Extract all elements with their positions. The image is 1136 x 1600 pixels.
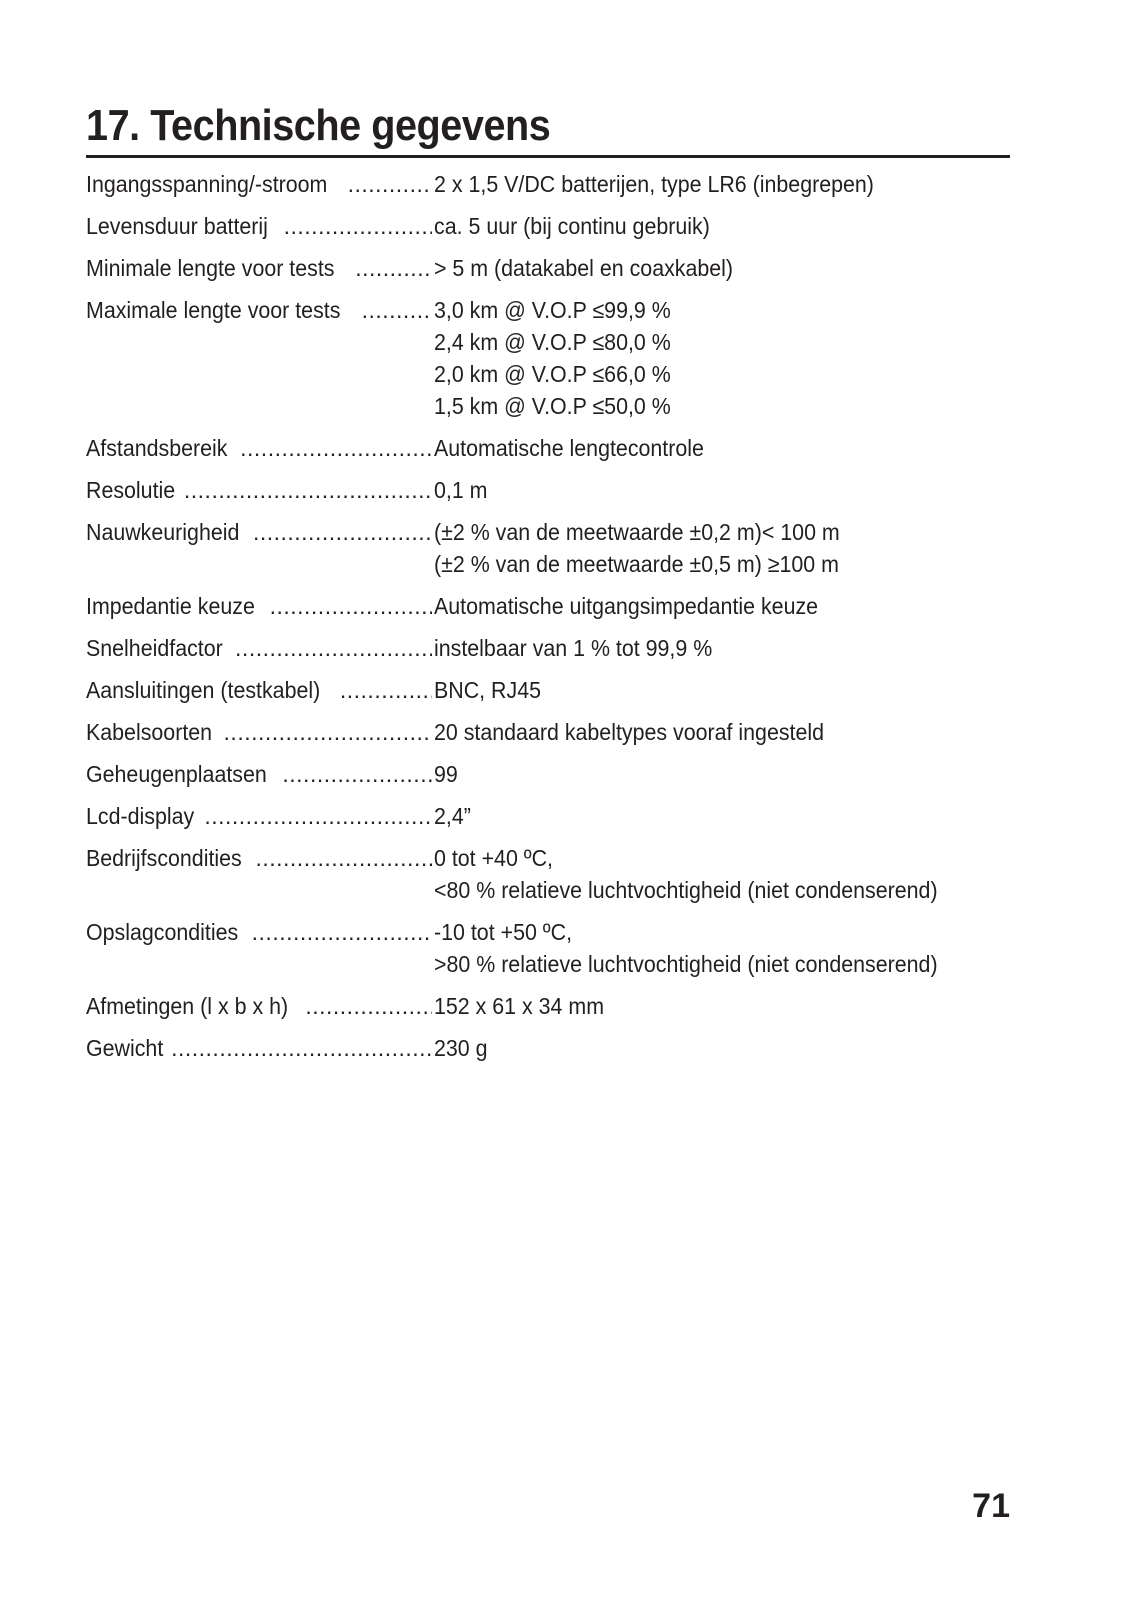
- dot-leader: [169, 1032, 432, 1064]
- spec-values: [432, 294, 1046, 422]
- spec-value: (±2 % van de meetwaarde ±0,5 m) ≥100 m: [434, 551, 839, 577]
- spec-row: [86, 168, 1046, 200]
- spec-value: instelbaar van 1 % tot 99,9 %: [434, 635, 713, 661]
- spec-label: Afstandsbereik: [86, 435, 228, 461]
- spec-label-cell: [86, 1032, 432, 1064]
- spec-label: Aansluitingen (testkabel): [86, 677, 321, 703]
- dot-leader: [303, 990, 432, 1022]
- spec-row: [86, 916, 1046, 980]
- spec-value: BNC, RJ45: [434, 677, 541, 703]
- dot-leader: [268, 590, 432, 622]
- spec-value: 2 x 1,5 V/DC batterijen, type LR6 (inbegrepen): [434, 171, 874, 197]
- spec-label: Nauwkeurigheid: [86, 519, 240, 545]
- spec-value: 20 standaard kabeltypes vooraf ingesteld: [434, 719, 825, 745]
- dot-leader: [238, 432, 432, 464]
- dot-leader: [346, 168, 432, 200]
- spec-label-cell: [86, 516, 432, 548]
- page-title: 17. Technische gegevens: [86, 101, 551, 150]
- spec-label-cell: [86, 632, 432, 664]
- spec-label: Gewicht: [86, 1035, 164, 1061]
- spec-values: [432, 758, 1046, 790]
- spec-values: [432, 474, 1046, 506]
- spec-label-cell: [86, 474, 432, 506]
- dot-leader: [282, 210, 432, 242]
- spec-label: Geheugenplaatsen: [86, 761, 267, 787]
- spec-row: [86, 474, 1046, 506]
- title-divider: [86, 155, 1010, 158]
- spec-label-cell: [86, 716, 432, 748]
- spec-label: Ingangsspanning/-stroom: [86, 171, 328, 197]
- spec-value: 1,5 km @ V.O.P ≤50,0 %: [434, 393, 671, 419]
- spec-values: [432, 800, 1046, 832]
- spec-label-cell: [86, 800, 432, 832]
- spec-row: [86, 1032, 1046, 1064]
- spec-value: 230 g: [434, 1035, 488, 1061]
- spec-label-cell: [86, 990, 432, 1022]
- spec-label: Bedrijfscondities: [86, 845, 242, 871]
- spec-label-cell: [86, 294, 432, 326]
- spec-value: (±2 % van de meetwaarde ±0,2 m)< 100 m: [434, 519, 840, 545]
- technical-specs-list: [86, 168, 1046, 1074]
- spec-values: [432, 590, 1046, 622]
- spec-values: [432, 168, 1046, 200]
- spec-value: ca. 5 uur (bij continu gebruik): [434, 213, 710, 239]
- spec-values: [432, 674, 1046, 706]
- spec-label-cell: [86, 758, 432, 790]
- spec-values: [432, 252, 1046, 284]
- spec-values: [432, 632, 1046, 664]
- spec-label-cell: [86, 590, 432, 622]
- spec-row: [86, 716, 1046, 748]
- dot-leader: [353, 252, 432, 284]
- spec-value: -10 tot +50 ºC,: [434, 919, 573, 945]
- spec-values: [432, 1032, 1046, 1064]
- spec-label: Resolutie: [86, 477, 176, 503]
- spec-values: [432, 210, 1046, 242]
- dot-leader: [233, 632, 432, 664]
- spec-value: 0,1 m: [434, 477, 488, 503]
- spec-label-cell: [86, 210, 432, 242]
- spec-value: Automatische uitgangsimpedantie keuze: [434, 593, 819, 619]
- spec-row: [86, 294, 1046, 422]
- spec-value: 99: [434, 761, 458, 787]
- spec-label-cell: [86, 432, 432, 464]
- spec-row: [86, 990, 1046, 1022]
- spec-values: [432, 432, 1046, 464]
- dot-leader: [360, 294, 432, 326]
- spec-row: [86, 632, 1046, 664]
- spec-label: Afmetingen (l x b x h): [86, 993, 289, 1019]
- spec-label: Levensduur batterij: [86, 213, 268, 239]
- spec-label: Lcd-display: [86, 803, 195, 829]
- spec-label: Maximale lengte voor tests: [86, 297, 341, 323]
- spec-label: Kabelsoorten: [86, 719, 213, 745]
- page-number: 71: [972, 1487, 1010, 1525]
- spec-label-cell: [86, 916, 432, 948]
- spec-values: [432, 990, 1046, 1022]
- spec-row: [86, 674, 1046, 706]
- dot-leader: [253, 842, 432, 874]
- spec-value: 152 x 61 x 34 mm: [434, 993, 605, 1019]
- dot-leader: [182, 474, 432, 506]
- spec-values: [432, 842, 1046, 906]
- spec-row: [86, 758, 1046, 790]
- spec-value: 2,4 km @ V.O.P ≤80,0 %: [434, 329, 671, 355]
- spec-values: [432, 516, 1046, 580]
- spec-value: 0 tot +40 ºC,: [434, 845, 553, 871]
- spec-label: Snelheidfactor: [86, 635, 223, 661]
- dot-leader: [202, 800, 432, 832]
- dot-leader: [280, 758, 432, 790]
- spec-values: [432, 916, 1046, 980]
- spec-value: 2,4”: [434, 803, 471, 829]
- spec-values: [432, 716, 1046, 748]
- spec-label-cell: [86, 252, 432, 284]
- dot-leader: [250, 916, 432, 948]
- spec-value: 3,0 km @ V.O.P ≤99,9 %: [434, 297, 671, 323]
- spec-row: [86, 590, 1046, 622]
- spec-row: [86, 516, 1046, 580]
- spec-label: Minimale lengte voor tests: [86, 255, 335, 281]
- spec-label: Opslagcondities: [86, 919, 239, 945]
- spec-row: [86, 432, 1046, 464]
- spec-value: <80 % relatieve luchtvochtigheid (niet condenserend): [434, 877, 938, 903]
- spec-value: > 5 m (datakabel en coaxkabel): [434, 255, 734, 281]
- spec-value: Automatische lengtecontrole: [434, 435, 704, 461]
- spec-label: Impedantie keuze: [86, 593, 255, 619]
- dot-leader: [251, 516, 432, 548]
- spec-value: 2,0 km @ V.O.P ≤66,0 %: [434, 361, 671, 387]
- dot-leader: [338, 674, 432, 706]
- spec-row: [86, 252, 1046, 284]
- spec-value: >80 % relatieve luchtvochtigheid (niet condenserend): [434, 951, 938, 977]
- spec-label-cell: [86, 674, 432, 706]
- dot-leader: [222, 716, 432, 748]
- spec-label-cell: [86, 842, 432, 874]
- spec-row: [86, 800, 1046, 832]
- spec-row: [86, 842, 1046, 906]
- spec-label-cell: [86, 168, 432, 200]
- spec-row: [86, 210, 1046, 242]
